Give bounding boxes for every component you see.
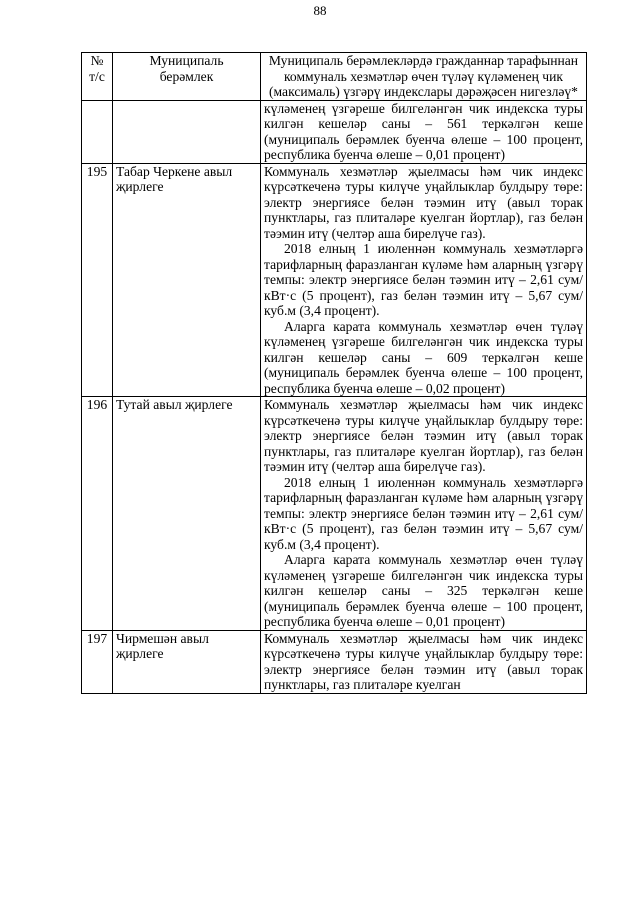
table-row	[82, 630, 587, 693]
table-row	[82, 163, 587, 397]
description-paragraph: Коммуналь хезмәтләр җыелмасы һәм чик индекс күрсәткеченә туры килүче уңайлыклар булдыру төре: электр энергиясе белән тәэмин итү (авыл торак пунктлары, газ плиталәре куелган йортлар), газ белән тәэмин итү (челтәр аша бирелүче газ).	[264, 397, 583, 474]
data-table	[81, 52, 587, 694]
row-description	[261, 630, 587, 693]
table-row	[82, 397, 587, 631]
header-description: Муниципаль берәмлекләрдә гражданнар тарафыннан коммуналь хезмәтләр өчен түләү күләменең чик (максималь) үзгәрү индекслары дәрәҗәсен нигезләү*	[261, 53, 587, 101]
row-municipality: Чирмешән авыл җирлеге	[113, 630, 261, 693]
description-paragraph: Аларга карата коммуналь хезмәтләр өчен түләү күләменең үзгәреше билгеләнгән чик индекска туры килгән кешеләр саны – 609 теркәлгән кеше (муниципаль берәмлек буенча өлеше – 100 процент, республика буенча өлеше – 0,02 процент)	[264, 318, 583, 396]
table-row	[82, 100, 587, 163]
row-number	[82, 100, 113, 163]
description-paragraph: күләменең үзгәреше билгеләнгән чик индекска туры килгән кешеләр саны – 561 теркәлгән кеше (муниципаль берәмлек буенча өлеше – 100 процент, республика буенча өлеше – 0,01 процент)	[264, 100, 583, 162]
description-paragraph: 2018 елның 1 июленнән коммуналь хезмәтләргә тарифларның фаразланган күләме һәм аларның үзгәрү темпы: электр энергиясе белән тәэмин итү – 2,61 сум/кВт·с (5 процент), газ белән тәэмин итү – 5,67 сум/куб.м (3,4 процент).	[264, 241, 583, 318]
description-paragraph: Коммуналь хезмәтләр җыелмасы һәм чик индекс күрсәткеченә туры килүче уңайлыклар булдыру төре: электр энергиясе белән тәэмин итү (авыл торак пунктлары, газ плиталәре куелган йортлар), газ белән тәэмин итү (челтәр аша бирелүче газ).	[264, 163, 583, 241]
header-number: № т/с	[82, 53, 113, 101]
row-description	[261, 100, 587, 163]
description-paragraph: Коммуналь хезмәтләр җыелмасы һәм чик индекс күрсәткеченә туры килүче уңайлыклар булдыру төре: электр энергиясе белән тәэмин итү (авыл торак пунктлары, газ плиталәре куелган	[264, 630, 583, 692]
row-description	[261, 163, 587, 397]
description-paragraph: Аларга карата коммуналь хезмәтләр өчен түләү күләменең үзгәреше билгеләнгән чик индекска туры килгән кешеләр саны – 325 теркәлгән кеше (муниципаль берәмлек буенча өлеше – 100 процент, республика буенча өлеше – 0,01 процент)	[264, 552, 583, 629]
page-number: 88	[313, 3, 327, 18]
row-municipality: Табар Черкене авыл җирлеге	[113, 163, 261, 397]
row-number: 196	[82, 397, 113, 631]
row-municipality	[113, 100, 261, 163]
row-description	[261, 397, 587, 631]
header-municipality: Муниципаль берәмлек	[113, 53, 261, 101]
description-paragraph: 2018 елның 1 июленнән коммуналь хезмәтләргә тарифларның фаразланган күләме һәм аларның үзгәрү темпы: электр энергиясе белән тәэмин итү – 2,61 сум/кВт·с (5 процент), газ белән тәэмин итү – 5,67 сум/куб.м (3,4 процент).	[264, 474, 583, 552]
table-header-row	[82, 53, 587, 101]
row-municipality: Тутай авыл җирлеге	[113, 397, 261, 631]
row-number: 197	[82, 630, 113, 693]
row-number: 195	[82, 163, 113, 397]
